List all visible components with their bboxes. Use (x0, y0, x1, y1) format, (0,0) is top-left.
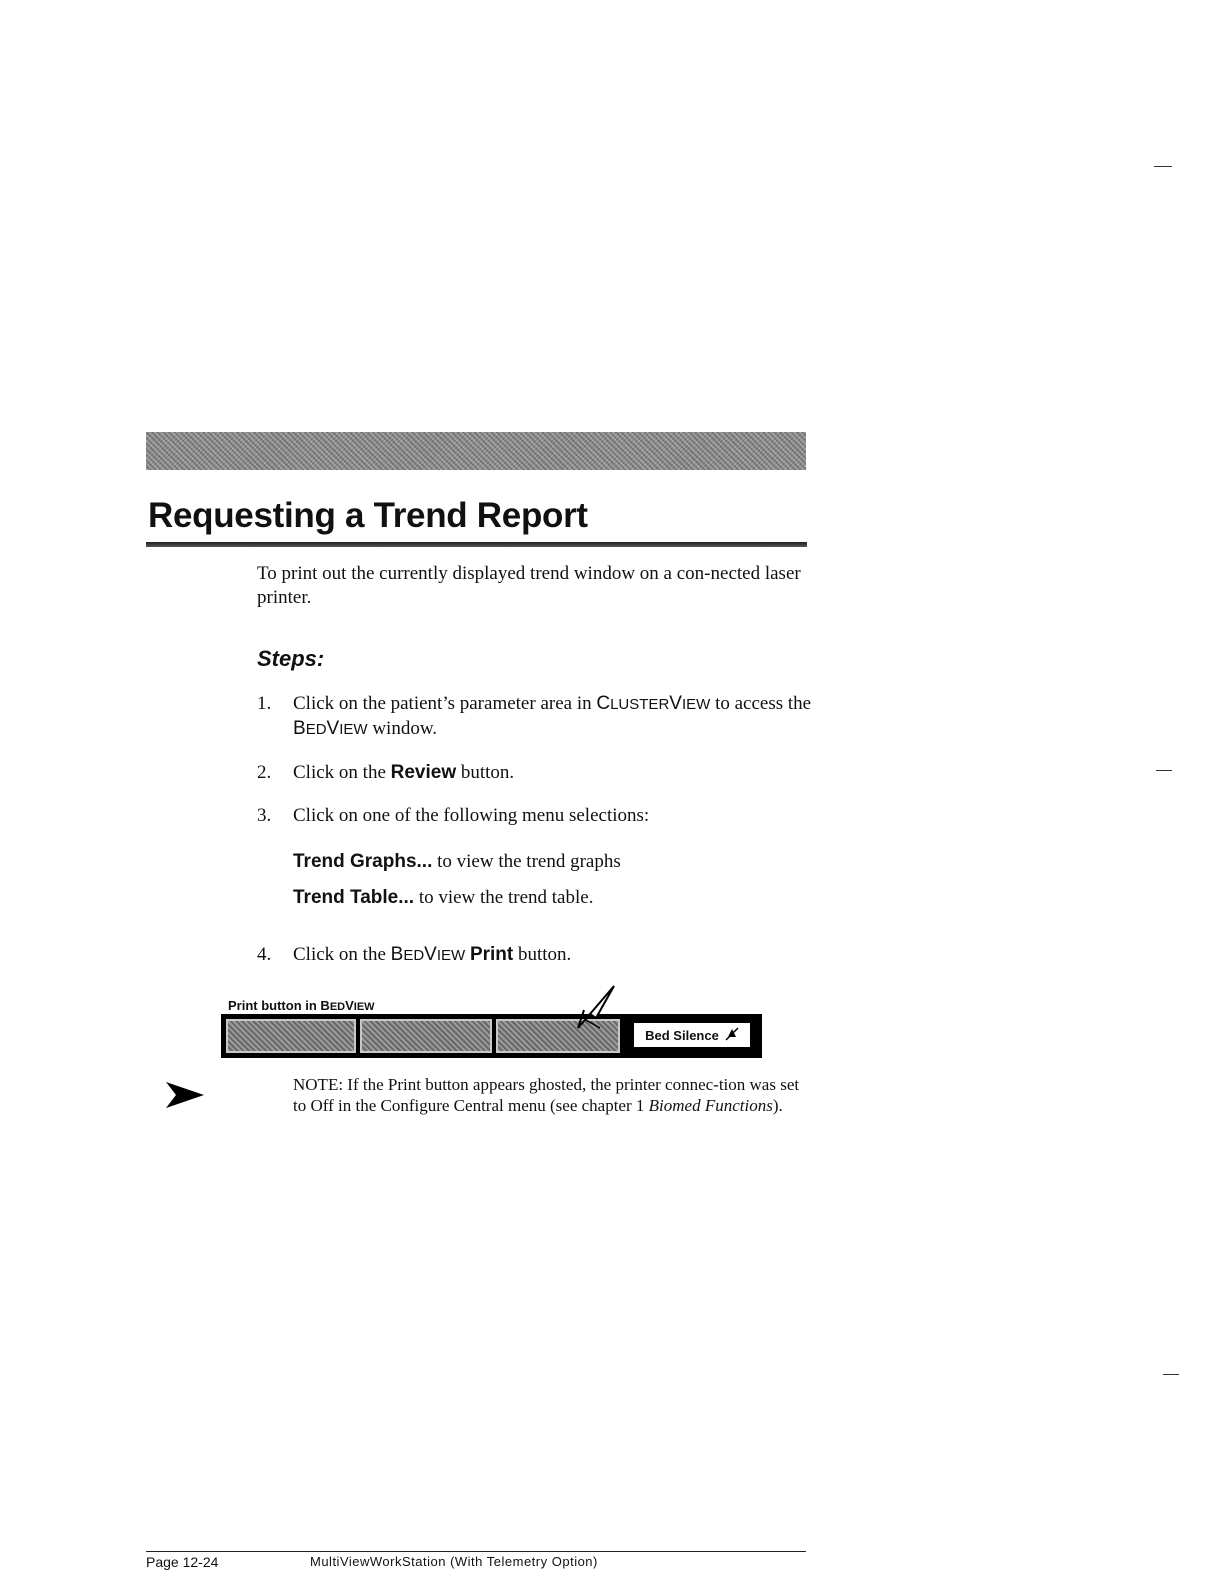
step-text-part: Click on the (293, 944, 391, 965)
step-number: 2. (257, 762, 272, 783)
margin-mark (1154, 166, 1172, 167)
step-number: 4. (257, 944, 272, 965)
bedview-term: BEDVIEW (293, 718, 368, 739)
clusterview-term: CLUSTERVIEW (596, 693, 711, 714)
step-text: Click on one of the following menu selections: (293, 805, 650, 826)
section-banner (146, 432, 806, 470)
bedview-term: BEDVIEW (390, 944, 466, 965)
steps-heading: Steps: (257, 646, 325, 671)
note-end: ). (772, 1096, 783, 1115)
step-2 (257, 761, 817, 787)
bed-silence-button[interactable] (632, 1021, 752, 1049)
footer-title: MultiViewWorkStation (With Telemetry Option) (310, 1554, 598, 1569)
step-3 (257, 804, 817, 830)
option-label: Trend Graphs... (293, 851, 433, 872)
step-text-part: to access the (710, 693, 812, 714)
option-desc: to view the trend graphs (432, 851, 621, 872)
title-rule (146, 542, 807, 547)
step-1 (257, 692, 817, 742)
note-paragraph (293, 1074, 813, 1116)
step-text (293, 943, 813, 968)
toolbar-button-1[interactable] (226, 1019, 356, 1053)
step-text (293, 692, 813, 742)
note-reference: Biomed Functions (648, 1096, 773, 1115)
bell-silence-icon (725, 1027, 739, 1044)
note-text: If the Print button appears ghosted, the printer connec-tion was set to Off in the Configure Central menu (see chapter 1 (293, 1075, 800, 1115)
option-trend-graphs (293, 851, 621, 873)
step-4 (257, 943, 817, 969)
print-term: Print (469, 944, 514, 965)
note-label: NOTE: (293, 1075, 344, 1094)
page-title: Requesting a Trend Report (148, 496, 588, 535)
review-term: Review (390, 762, 457, 783)
bed-silence-label: Bed Silence (645, 1027, 719, 1043)
step-text-part: Click on the (293, 762, 391, 783)
bedview-toolbar (221, 1014, 762, 1058)
pointer-arrow-icon (574, 984, 618, 1032)
footer-rule (146, 1551, 806, 1552)
option-trend-table (293, 887, 593, 909)
option-label: Trend Table... (293, 887, 415, 908)
step-text-part: button. (456, 762, 515, 783)
step-text-part: button. (513, 944, 572, 965)
margin-mark (1163, 1374, 1179, 1375)
step-text (293, 761, 813, 785)
margin-mark (1156, 770, 1172, 771)
footer-page-number: Page 12-24 (146, 1554, 219, 1570)
toolbar-button-2[interactable] (360, 1019, 492, 1053)
note-arrow-icon (164, 1080, 206, 1110)
step-text-part: window. (367, 718, 438, 739)
figure-caption: Print button in BEDVIEW (228, 998, 375, 1013)
option-desc: to view the trend table. (414, 887, 594, 908)
step-number: 1. (257, 693, 272, 714)
step-text-part: Click on the patient’s parameter area in (293, 693, 597, 714)
intro-paragraph: To print out the currently displayed trend window on a con-nected laser printer. (257, 563, 801, 608)
step-number: 3. (257, 805, 272, 826)
